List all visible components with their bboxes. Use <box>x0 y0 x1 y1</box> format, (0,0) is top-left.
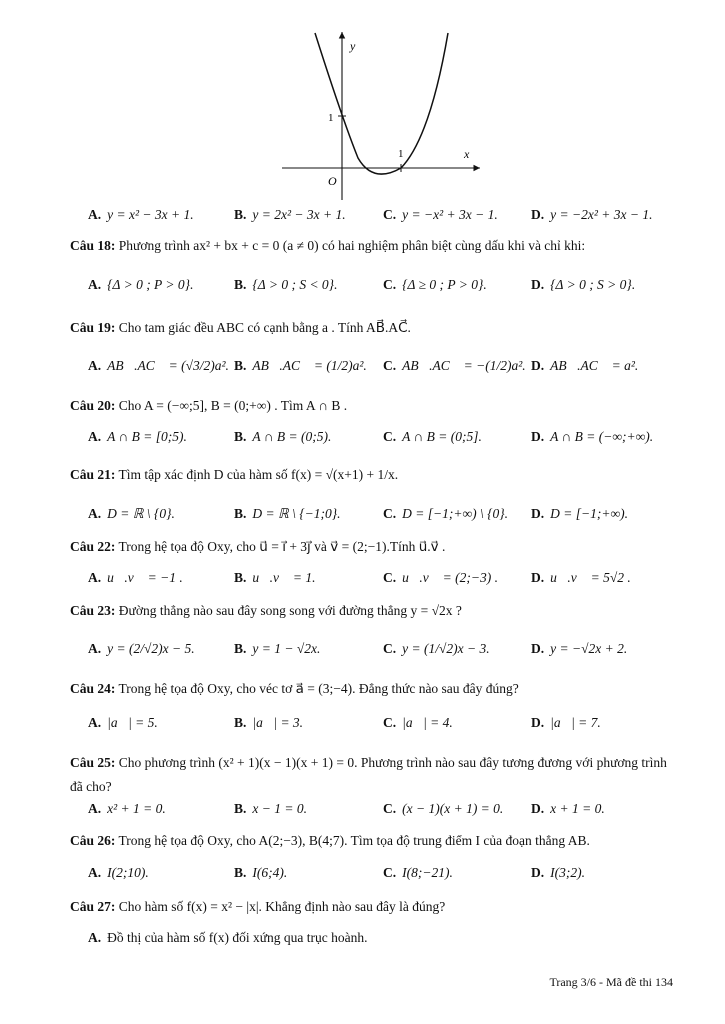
q22-option-d[interactable]: D. u⃗.v⃗ = 5√2 . <box>531 570 631 585</box>
tick-y-label: 1 <box>328 112 334 124</box>
q23-option-a[interactable]: A. y = (2/√2)x − 5. <box>88 641 195 656</box>
q26-option-b[interactable]: B. I(6;4). <box>234 865 288 880</box>
y-axis-label: y <box>350 39 356 53</box>
question-20: Câu 20: Cho A = (−∞;5], B = (0;+∞) . Tìm A ∩ B . <box>70 398 348 413</box>
question-21: Câu 21: Tìm tập xác định D của hàm số f(x) = √(x+1) + 1/x. <box>70 467 399 482</box>
question-25: Câu 25: Cho phương trình (x² + 1)(x − 1)(x + 1) = 0. Phương trình nào sau đây tương đương với phương trình đã cho? <box>70 755 667 794</box>
q19-option-a[interactable]: A. AB⃗.AC⃗ = (√3/2)a². <box>88 358 229 373</box>
q24-option-a[interactable]: A. |a⃗| = 5. <box>88 715 158 730</box>
question-23: Câu 23: Đường thẳng nào sau đây song song với đường thẳng y = √2x ? <box>70 603 462 618</box>
q22-option-b[interactable]: B. u⃗.v⃗ = 1. <box>234 570 316 585</box>
q20-option-b[interactable]: B. A ∩ B = (0;5). <box>234 429 332 444</box>
q21-option-d[interactable]: D. D = [−1;+∞). <box>531 506 628 521</box>
q24-option-b[interactable]: B. |a⃗| = 3. <box>234 715 304 730</box>
q20-option-d[interactable]: D. A ∩ B = (−∞;+∞). <box>531 429 654 444</box>
page-footer: Trang 3/6 - Mã đề thi 134 <box>549 975 673 989</box>
q18-option-a[interactable]: A. {Δ > 0 ; P > 0}. <box>88 277 194 292</box>
q18-option-c[interactable]: C. {Δ ≥ 0 ; P > 0}. <box>383 277 487 292</box>
q17-option-b[interactable]: B. y = 2x² − 3x + 1. <box>234 207 346 222</box>
question-18: Câu 18: Phương trình ax² + bx + c = 0 (a ≠ 0) có hai nghiệm phân biệt cùng dấu khi và chỉ khi: <box>70 238 586 253</box>
q26-option-c[interactable]: C. I(8;−21). <box>383 865 453 880</box>
q26-option-a[interactable]: A. I(2;10). <box>88 865 149 880</box>
question-19: Câu 19: Cho tam giác đều ABC có cạnh bằng a . Tính AB⃗.AC⃗. <box>70 320 411 335</box>
q25-option-a[interactable]: A. x² + 1 = 0. <box>88 801 166 816</box>
q21-option-c[interactable]: C. D = [−1;+∞) \ {0}. <box>383 506 508 521</box>
q23-option-d[interactable]: D. y = −√2x + 2. <box>531 641 628 656</box>
question-27: Câu 27: Cho hàm số f(x) = x² − |x|. Khẳng định nào sau đây là đúng? <box>70 899 446 914</box>
question-24: Câu 24: Trong hệ tọa độ Oxy, cho véc tơ a⃗ = (3;−4). Đẳng thức nào sau đây đúng? <box>70 681 519 696</box>
x-axis-label: x <box>464 147 470 161</box>
q26-option-d[interactable]: D. I(3;2). <box>531 865 585 880</box>
q19-option-c[interactable]: C. AB⃗.AC⃗ = −(1/2)a². <box>383 358 526 373</box>
tick-x-label: 1 <box>398 148 404 160</box>
q17-option-d[interactable]: D. y = −2x² + 3x − 1. <box>531 207 653 222</box>
q23-option-c[interactable]: C. y = (1/√2)x − 3. <box>383 641 490 656</box>
q24-option-d[interactable]: D. |a⃗| = 7. <box>531 715 601 730</box>
q17-option-a[interactable]: A. y = x² − 3x + 1. <box>88 207 194 222</box>
parabola-graph <box>270 28 485 203</box>
q19-option-b[interactable]: B. AB⃗.AC⃗ = (1/2)a². <box>234 358 367 373</box>
q20-option-c[interactable]: C. A ∩ B = (0;5]. <box>383 429 482 444</box>
question-22: Câu 22: Trong hệ tọa độ Oxy, cho u⃗ = i⃗ + 3j⃗ và v⃗ = (2;−1).Tính u⃗.v⃗ . <box>70 539 446 554</box>
q24-option-c[interactable]: C. |a⃗| = 4. <box>383 715 453 730</box>
question-26: Câu 26: Trong hệ tọa độ Oxy, cho A(2;−3), B(4;7). Tìm tọa độ trung điểm I của đoạn thẳng AB. <box>70 833 590 848</box>
q21-option-b[interactable]: B. D = ℝ \ {−1;0}. <box>234 506 341 521</box>
q18-option-b[interactable]: B. {Δ > 0 ; S < 0}. <box>234 277 338 292</box>
q25-option-c[interactable]: C. (x − 1)(x + 1) = 0. <box>383 801 504 816</box>
q27-option-a[interactable]: A. Đồ thị của hàm số f(x) đối xứng qua trục hoành. <box>88 930 368 945</box>
q22-option-c[interactable]: C. u⃗.v⃗ = (2;−3) . <box>383 570 498 585</box>
q17-option-c[interactable]: C. y = −x² + 3x − 1. <box>383 207 498 222</box>
origin-label: O <box>328 174 337 188</box>
q21-option-a[interactable]: A. D = ℝ \ {0}. <box>88 506 175 521</box>
q23-option-b[interactable]: B. y = 1 − √2x. <box>234 641 321 656</box>
parabola-curve <box>315 33 448 174</box>
q19-option-d[interactable]: D. AB⃗.AC⃗ = a². <box>531 358 639 373</box>
q25-option-d[interactable]: D. x + 1 = 0. <box>531 801 605 816</box>
q20-option-a[interactable]: A. A ∩ B = [0;5). <box>88 429 187 444</box>
q22-option-a[interactable]: A. u⃗.v⃗ = −1 . <box>88 570 183 585</box>
q18-option-d[interactable]: D. {Δ > 0 ; S > 0}. <box>531 277 636 292</box>
q25-option-b[interactable]: B. x − 1 = 0. <box>234 801 307 816</box>
